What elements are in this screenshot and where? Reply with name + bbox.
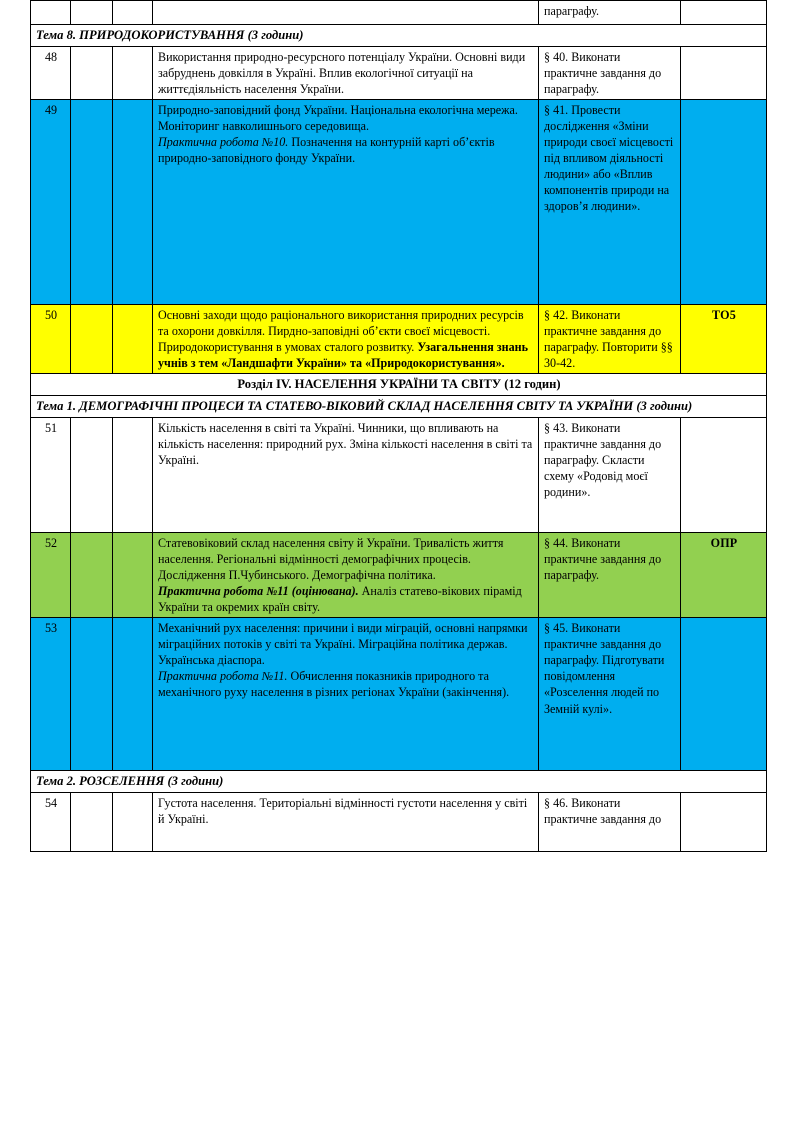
cell-topic [153,532,539,617]
table-row [31,618,767,771]
cell-homework: § 46. Виконати практичне завдання до [539,792,681,851]
topic-practical-work-label: Практична робота №11 (оцінювана). [158,583,359,598]
cell-lesson-number: 52 [31,532,71,617]
document-page [30,0,766,852]
table-body [31,1,767,852]
cell-plan-date [71,792,113,851]
cell-topic [153,618,539,771]
topic-text-primary: Основні заходи щодо раціонального використання природних ресурсів та охорони довкілля. Пирдно-заповідні об’єкти своєї місцевості. Природокористування в умовах сталого розвитку. [158,307,524,355]
cell-fact-date [113,1,153,25]
section-header-row [31,25,767,47]
cell-plan-date [71,99,113,304]
topic-text-primary: Механічний рух населення: причини і види міграцій, основні напрямки міграційних потоків у світі та Україні. Міграційна політика держав. Українська діаспора. [158,621,528,668]
cell-lesson-number [31,1,71,25]
cell-lesson-number: 51 [31,417,71,532]
cell-topic: Кількість населення в світі та Україні. Чинники, що впливають на кількість населення: природний рух. Зміна кількості населення в світі та Україні. [153,417,539,532]
cell-homework: § 43. Виконати практичне завдання до параграфу. Скласти схему «Родовід моєї родини». [539,417,681,532]
cell-fact-date [113,792,153,851]
cell-plan-date [71,304,113,373]
cell-plan-date [71,46,113,99]
cell-homework: § 41. Провести дослідження «Зміни природи своєї місцевості під впливом діяльності людини» або «Вплив компонентів природи на здоров’я людини». [539,99,681,304]
cell-note [681,1,767,25]
topic-text-secondary: Позначення на контурній карті об’єктів природно-заповідного фонду України. [158,135,495,166]
table-row [31,99,767,304]
cell-note [681,618,767,771]
topic-text-primary: Статевовіковий склад населення світу й України. Тривалість життя населення. Регіональні відмінності демографічних процесів. Дослідження П.Чубинського. Демографічна політика. [158,535,504,582]
cell-note [681,46,767,99]
cell-note [681,417,767,532]
cell-note [681,792,767,851]
cell-homework: § 45. Виконати практичне завдання до параграфу. Підготувати повідомлення «Розселення людей по Земній кулі». [539,618,681,771]
cell-lesson-number: 54 [31,792,71,851]
table-row [31,417,767,532]
cell-homework: § 42. Виконати практичне завдання до параграфу. Повторити §§ 30-42. [539,304,681,373]
cell-homework: § 44. Виконати практичне завдання до параграфу. [539,532,681,617]
topic-text-secondary: Аналіз статево-вікових пірамід України та окремих країн світу. [158,583,522,615]
cell-topic [153,304,539,373]
cell-lesson-number: 53 [31,618,71,771]
cell-note [681,99,767,304]
cell-plan-date [71,618,113,771]
cell-topic [153,99,539,304]
table-row [31,46,767,99]
curriculum-plan-table [30,0,767,852]
topic-text-secondary: Обчислення показників природного та механічного руху населення в різних регіонах України (закінчення). [158,669,510,700]
table-row [31,792,767,851]
topic-practical-work-label: Практична робота №10. [158,135,289,150]
cell-fact-date [113,99,153,304]
table-row [31,532,767,617]
cell-plan-date [71,532,113,617]
cell-note: ТО5 [681,304,767,373]
cell-topic [153,1,539,25]
cell-lesson-number: 48 [31,46,71,99]
cell-note: ОПР [681,532,767,617]
section-title-tema-8: Тема 8. ПРИРОДОКОРИСТУВАННЯ (3 години) [31,25,767,47]
cell-plan-date [71,417,113,532]
cell-fact-date [113,618,153,771]
cell-plan-date [71,1,113,25]
section-title-rozdil-4: Розділ IV. НАСЕЛЕННЯ УКРАЇНИ ТА СВІТУ (12 годин) [31,374,767,396]
section-header-row [31,374,767,396]
cell-fact-date [113,46,153,99]
section-header-row [31,396,767,418]
topic-practical-work-label: Практична робота №11. [158,669,288,684]
table-row [31,1,767,25]
section-title-tema-2: Тема 2. РОЗСЕЛЕННЯ (3 години) [31,771,767,793]
section-header-row [31,771,767,793]
cell-homework: параграфу. [539,1,681,25]
section-title-tema-1: Тема 1. ДЕМОГРАФІЧНІ ПРОЦЕСИ ТА СТАТЕВО-ВІКОВИЙ СКЛАД НАСЕЛЕННЯ СВІТУ ТА УКРАЇНИ (3 години) [31,396,767,418]
cell-fact-date [113,532,153,617]
cell-homework: § 40. Виконати практичне завдання до параграфу. [539,46,681,99]
topic-summary-bold: Узагальнення знань учнів з тем «Ландшафти України» та «Природокористування». [158,340,529,371]
cell-fact-date [113,417,153,532]
cell-lesson-number: 49 [31,99,71,304]
topic-text-primary: Природно-заповідний фонд України. Національна екологічна мережа. Моніторинг навколишнього середовища. [158,102,518,134]
cell-topic: Використання природно-ресурсного потенціалу України. Основні види забруднень довкілля в Україні. Вплив екологічної ситуації на життєдіяльність населення України. [153,46,539,99]
cell-topic: Густота населення. Територіальні відмінності густоти населення у світі й Україні. [153,792,539,851]
cell-lesson-number: 50 [31,304,71,373]
table-row [31,304,767,373]
cell-fact-date [113,304,153,373]
